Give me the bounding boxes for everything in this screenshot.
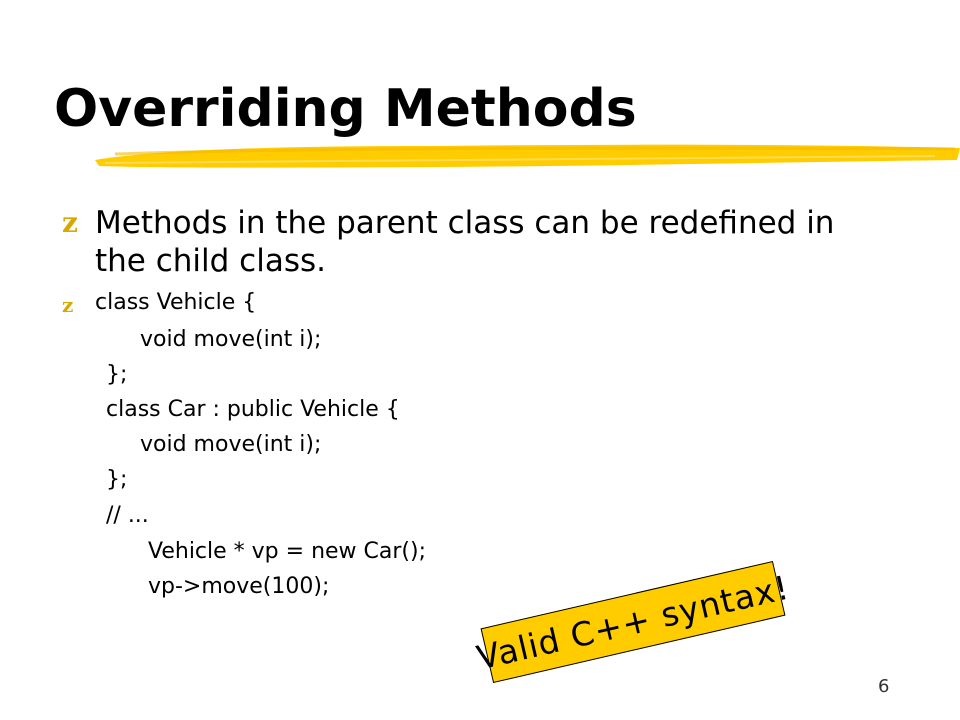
title-underline-brushstroke — [95, 136, 960, 176]
code-line: Vehicle * vp = new Car(); — [148, 539, 426, 564]
code-line: class Vehicle { — [95, 290, 257, 315]
main-bullet-icon: z — [62, 206, 78, 239]
code-bullet-icon: z — [62, 293, 74, 317]
code-line: }; — [106, 362, 128, 387]
code-line: vp->move(100); — [148, 574, 330, 599]
code-line: class Car : public Vehicle { — [106, 397, 400, 422]
code-line: void move(int i); — [140, 327, 322, 352]
code-line: }; — [106, 467, 128, 492]
syntax-callout-text: Valid C++ syntax! — [473, 567, 793, 677]
slide-title: Overriding Methods — [54, 79, 637, 139]
code-line: void move(int i); — [140, 432, 322, 457]
page-number: 6 — [878, 676, 890, 697]
main-bullet-text: Methods in the parent class can be redefined in the child class. — [95, 205, 835, 279]
syntax-callout-box — [473, 561, 793, 683]
code-line: // ... — [106, 503, 149, 528]
